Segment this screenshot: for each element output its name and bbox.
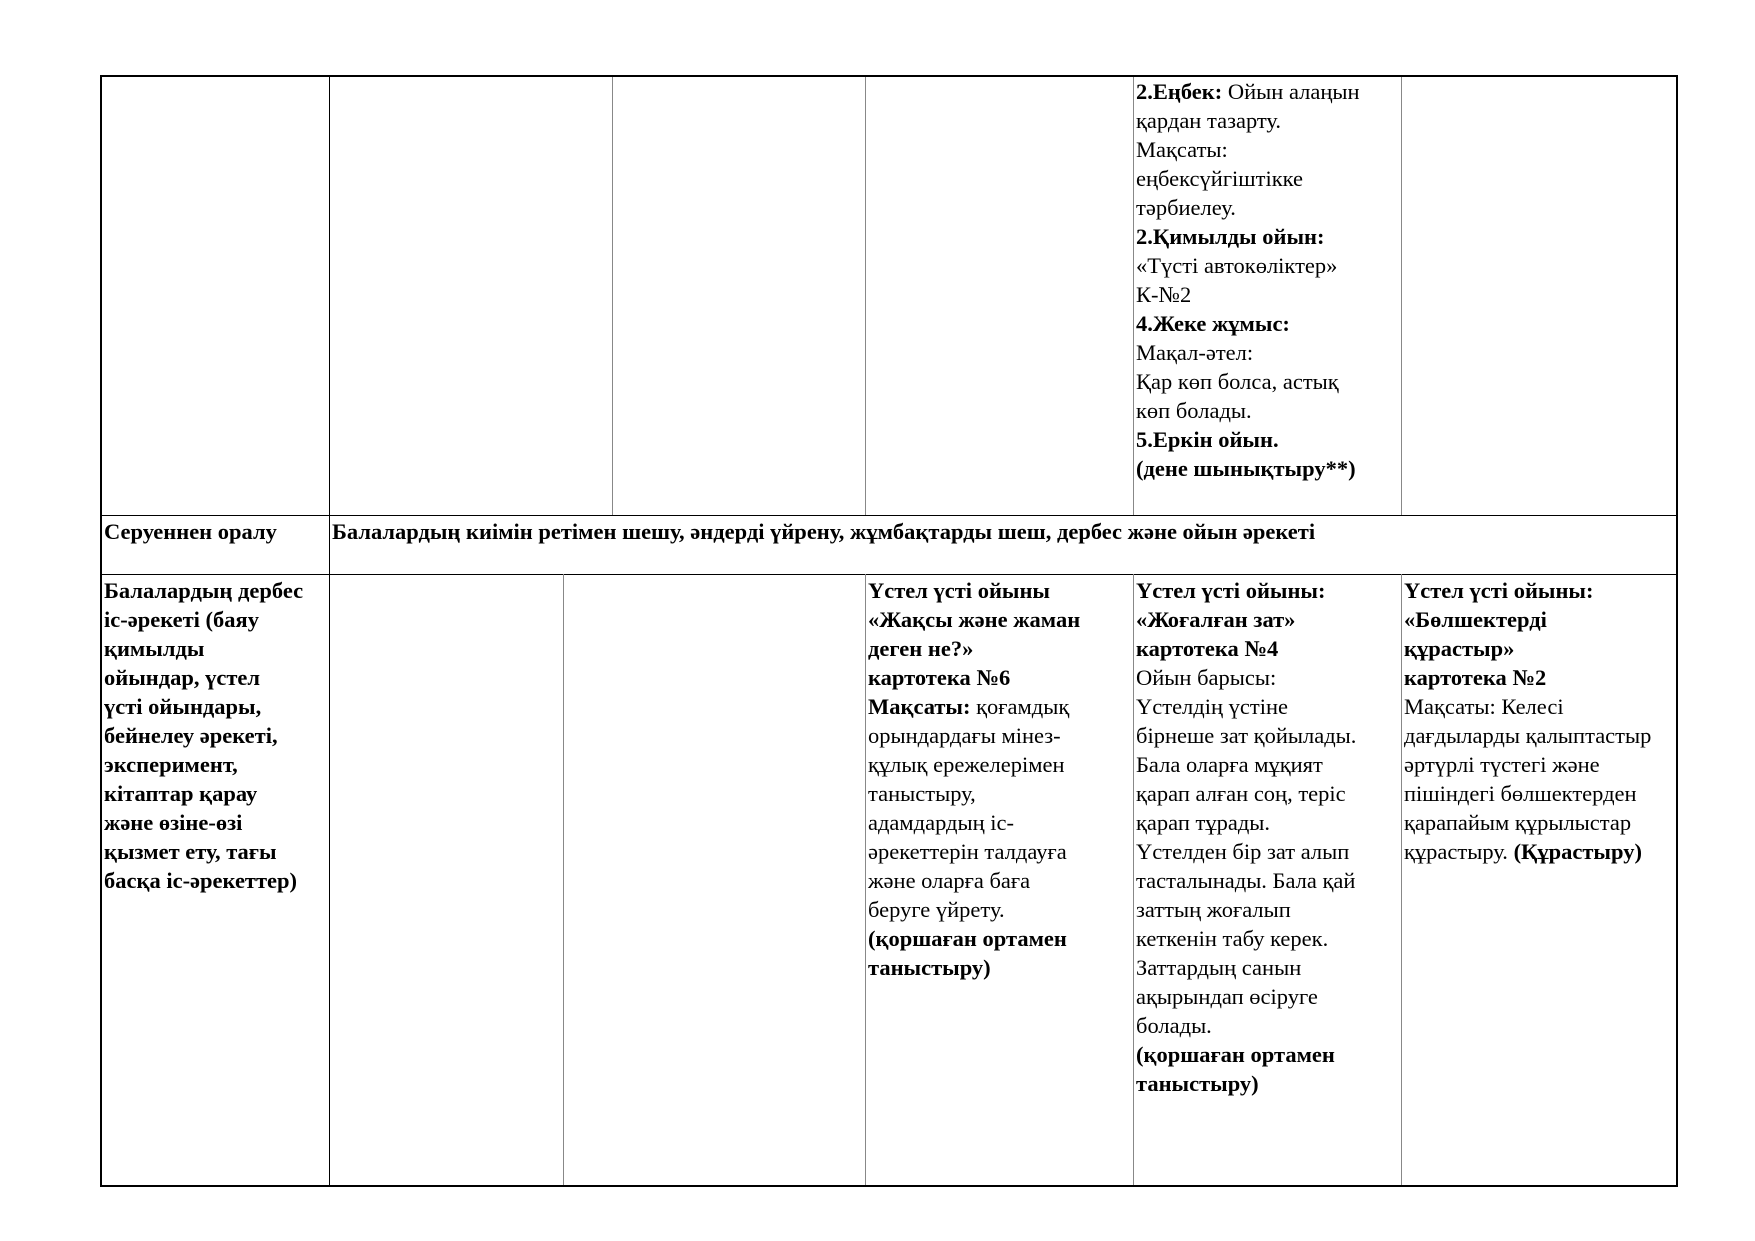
line-text: Үстелден бір зат алып [1136,839,1350,864]
line-bold-text: картотека №6 [868,665,1011,690]
label-line: бейнелеу әрекеті, [104,723,278,748]
row1-label-cell [102,77,329,515]
line-text: Заттардың санын [1136,955,1302,980]
text-line [1404,605,1678,634]
line-bold-text: (қоршаған ортамен [868,926,1067,951]
line-bold-text: «Жоғалған зат» [1136,607,1296,632]
text-line [1136,837,1399,866]
text-line [1136,222,1399,251]
line-bold-text: деген не?» [868,636,974,661]
label-line: қимылды [104,636,205,661]
line-bold-text: (қоршаған ортамен [1136,1042,1335,1067]
text-line [868,924,1131,953]
row3-col5-cell [1133,574,1401,1185]
label-line: қызмет ету, тағы [104,839,277,864]
row1-col4-cell [865,77,1133,515]
table-row-walk-activities [102,77,1676,516]
line-text: қарап алған соң, теріс [1136,781,1346,806]
line-bold-text: таныстыру) [1136,1071,1259,1096]
table-row-independent-activity [102,574,1676,1185]
text-line [1136,808,1399,837]
line-text: және оларға баға [868,868,1031,893]
line-text: Үстелдің үстіне [1136,694,1288,719]
line-text: көп болады. [1136,398,1252,423]
label-line: ойындар, үстел [104,665,261,690]
text-line [1136,1011,1399,1040]
line-bold-text: 5.Еркін ойын. [1136,427,1279,452]
text-line [1136,164,1399,193]
text-line [1136,663,1399,692]
text-line [1136,634,1399,663]
line-text: тәрбиелеу. [1136,195,1236,220]
line-text: еңбексүйгіштікке [1136,166,1303,191]
text-line [1404,692,1678,721]
text-line [1404,576,1678,605]
line-text: Мақсаты: Келесі [1404,694,1564,719]
row3-col3-cell [563,574,865,1185]
line-text: қарапайым құрылыстар [1404,810,1632,835]
line-bold-text: (Құрастыру) [1513,839,1642,864]
line-text: болады. [1136,1013,1212,1038]
table-row-return-from-walk [102,515,1676,575]
row3-col4-cell [865,574,1133,1185]
row3-col2-cell [329,574,563,1185]
line-text: К-№2 [1136,282,1192,307]
text-line [1136,953,1399,982]
row2-label: Серуеннен оралу [104,519,277,544]
text-line [1136,135,1399,164]
row1-col3-cell [612,77,865,515]
line-text: адамдардың іс- [868,810,1015,835]
text-line [1136,309,1399,338]
row2-content: Балалардың киімін ретімен шешу, әндерді үйрену, жұмбақтарды шеш, дербес және ойын әрекеті [329,515,1680,574]
text-line [868,663,1131,692]
text-line [1136,721,1399,750]
text-line [868,605,1131,634]
row3-label-cell [102,574,329,1185]
line-text: ақырындап өсіруге [1136,984,1318,1009]
line-text: таныстыру, [868,781,976,806]
line-text: тасталынады. Бала қай [1136,868,1356,893]
text-line [868,837,1131,866]
row3-col6-lines [1404,576,1678,866]
text-line [1136,396,1399,425]
text-line [1136,779,1399,808]
text-line [868,895,1131,924]
line-text: қардан тазарту. [1136,108,1282,133]
label-line: үсті ойындары, [104,694,262,719]
text-line [1136,1069,1399,1098]
text-line [1136,866,1399,895]
label-line: және өзіне-өзі [104,810,243,835]
schedule-table [100,75,1678,1187]
line-text: қоғамдық [970,694,1070,719]
label-line: басқа іс-әрекеттер) [104,868,298,893]
line-bold-text: Мақсаты: [868,694,971,719]
line-text: беруге үйрету. [868,897,1005,922]
text-line [1136,251,1399,280]
line-text: «Түсті автокөліктер» [1136,253,1338,278]
row3-col4-lines [868,576,1131,982]
text-line [868,866,1131,895]
text-line [1136,193,1399,222]
text-line [1136,895,1399,924]
line-bold-text: Үстел үсті ойыны: [1404,578,1594,603]
label-line: іс-әрекеті (баяу [104,607,259,632]
line-text: Бала оларға мұқият [1136,752,1323,777]
text-line [1136,454,1399,483]
text-line [1404,634,1678,663]
line-text: Ойын алаңын [1222,79,1360,104]
text-line [1136,692,1399,721]
line-text: Мақсаты: [1136,137,1228,162]
text-line [1404,721,1678,750]
line-bold-text: «Жақсы және жаман [868,607,1081,632]
text-line [868,634,1131,663]
label-line: Балалардың дербес [104,578,304,603]
line-text: қарап тұрады. [1136,810,1271,835]
text-line [1404,779,1678,808]
line-bold-text: 2.Қимылды ойын: [1136,224,1325,249]
line-text: Мақал-әтел: [1136,340,1254,365]
line-bold-text: 4.Жеке жұмыс: [1136,311,1290,336]
row3-col6-cell [1401,574,1680,1185]
text-line [1136,280,1399,309]
row1-col2-cell [329,77,612,515]
line-text: Қар көп болса, астық [1136,369,1339,394]
line-text: Ойын барысы: [1136,665,1277,690]
label-line: эксперимент, [104,752,238,777]
text-line [868,808,1131,837]
text-line [1404,663,1678,692]
row1-col5-lines [1136,77,1399,483]
line-text: әрекеттерін талдауға [868,839,1067,864]
line-bold-text: «Бөлшектерді [1404,607,1547,632]
line-text: әртүрлі түстегі және [1404,752,1600,777]
text-line [1404,837,1678,866]
text-line [1136,982,1399,1011]
row3-label [104,576,327,895]
text-line [1404,808,1678,837]
line-text: құрастыру. [1404,839,1514,864]
text-line [1136,605,1399,634]
line-text: орындардағы мінез- [868,723,1061,748]
text-line [868,750,1131,779]
line-bold-text: құрастыр» [1404,636,1515,661]
text-line [1136,750,1399,779]
text-line [1136,924,1399,953]
line-bold-text: (дене шынықтыру**) [1136,456,1356,481]
line-bold-text: картотека №4 [1136,636,1279,661]
line-bold-text: картотека №2 [1404,665,1547,690]
line-text: пішіндегі бөлшектерден [1404,781,1637,806]
text-line [1404,750,1678,779]
text-line [1136,367,1399,396]
row1-col5-cell [1133,77,1401,515]
text-line [868,953,1131,982]
text-line [868,692,1131,721]
line-bold-text: таныстыру) [868,955,991,980]
text-line [868,779,1131,808]
text-line [1136,77,1399,106]
line-text: құлық ережелерімен [868,752,1065,777]
text-line [1136,338,1399,367]
line-bold-text: Үстел үсті ойыны [868,578,1050,603]
line-text: заттың жоғалып [1136,897,1291,922]
text-line [868,721,1131,750]
text-line [1136,106,1399,135]
line-text: бірнеше зат қойылады. [1136,723,1357,748]
row3-col5-lines [1136,576,1399,1098]
text-line [868,576,1131,605]
line-text: кеткенін табу керек. [1136,926,1329,951]
text-line [1136,1040,1399,1069]
line-text: дағдыларды қалыптастыр [1404,723,1652,748]
text-line [1136,576,1399,605]
line-bold-text: 2.Еңбек: [1136,79,1223,104]
row1-col6-cell [1401,77,1680,515]
text-line [1136,425,1399,454]
line-bold-text: Үстел үсті ойыны: [1136,578,1326,603]
label-line: кітаптар қарау [104,781,258,806]
